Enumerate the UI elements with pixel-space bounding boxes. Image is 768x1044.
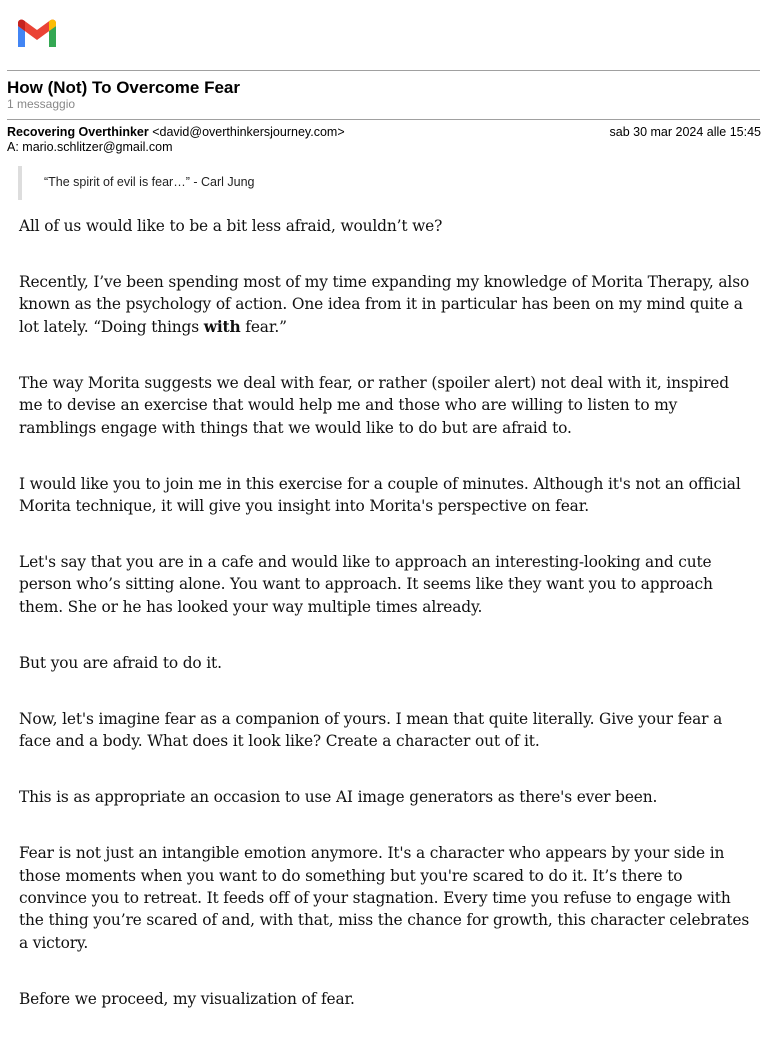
sender-email[interactable]: <david@overthinkersjourney.com> — [152, 125, 345, 139]
quote-text: “The spirit of evil is fear…” - Carl Jung — [44, 175, 255, 189]
paragraph: Before we proceed, my visualization of fear. — [19, 989, 355, 1008]
paragraph: Now, let's imagine fear as a companion of yours. I mean that quite literally. Give your fear a face and a body. What does it look like? Create a character out of it. — [19, 709, 723, 751]
sender-line — [7, 125, 345, 140]
epigraph-quote — [18, 166, 644, 200]
message-date: sab 30 mar 2024 alle 15:45 — [609, 125, 761, 139]
thread-divider — [7, 119, 760, 120]
message-count: 1 messaggio — [7, 97, 76, 111]
emphasis-text: with — [203, 317, 241, 336]
paragraph-text: Recently, I’ve been spending most of my time expanding my knowledge of Morita Therapy, also known as the psychology of action. One idea from it in particular has been on my mind quite a lot lately. “Doing things — [19, 273, 750, 336]
sender-name[interactable]: Recovering Overthinker — [7, 125, 149, 139]
message-body — [19, 215, 751, 1044]
paragraph: Let's say that you are in a cafe and would like to approach an interesting-looking and cute person who’s sitting alone. You want to approach. It seems like they want you to approach them. She or he has looked your way multiple times already. — [19, 553, 713, 616]
paragraph: I would like you to join me in this exercise for a couple of minutes. Although it's not an official Morita technique, it will give you insight into Morita's perspective on fear. — [19, 474, 741, 516]
paragraph-text: fear.” — [240, 317, 287, 336]
paragraph: But you are afraid to do it. — [19, 653, 222, 672]
paragraph: All of us would like to be a bit less afraid, wouldn’t we? — [19, 217, 443, 235]
paragraph: This is as appropriate an occasion to use AI image generators as there's ever been. — [19, 788, 658, 807]
recipient-line: A: mario.schlitzer@gmail.com — [7, 140, 173, 154]
paragraph: The way Morita suggests we deal with fear, or rather (spoiler alert) not deal with it, inspired me to devise an exercise that would help me and those who are willing to listen to my ramblings engage with things that we would like to do but are afraid to. — [19, 373, 729, 437]
paragraph: Fear is not just an intangible emotion anymore. It's a character who appears by your side in those moments when you want to do something but you're scared to do it. It’s there to convince you to retreat. It feeds off of your stagnation. Every time you refuse to engage with the thing you’re scared of and, with that, miss the chance for growth, this character celebrates a victory. — [19, 844, 750, 952]
paragraph — [19, 271, 751, 338]
header-divider — [7, 70, 760, 71]
gmail-logo-icon[interactable] — [16, 18, 58, 50]
thread-subject: How (Not) To Overcome Fear — [7, 78, 240, 97]
